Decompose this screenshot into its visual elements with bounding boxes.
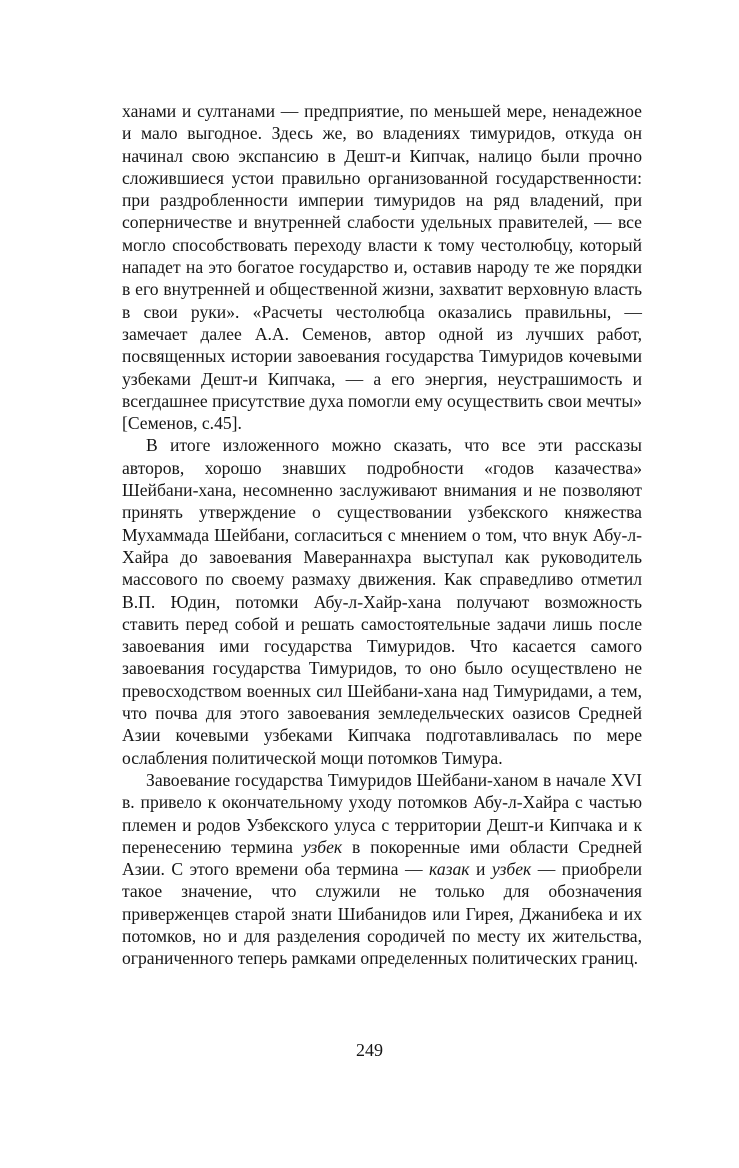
paragraph-3-text-c: и <box>469 859 492 880</box>
paragraph-3-text-b: в покоренные ими области Средней Азии. С этого времени оба термина — <box>122 836 642 880</box>
paragraph-1 <box>122 100 642 434</box>
paragraph-3-text-a: Завоевание государства Тимуридов Шейбани-ханом в начале XVI в. привело к окончательному уходу потомков Абу-л-Хайра с частью племен и родов Узбекского улуса с территории Дешт-и Кипчака и к перенесению термина <box>122 769 642 857</box>
paragraph-3-text-d: — приобрели такое значение, что служили не только для обозначения приверженцев старой знати Шибанидов или Гирея, Джанибека и их потомков, но и для разделения сородичей по месту их жительства, ограниченного теперь рамками определенных политических границ. <box>122 859 642 969</box>
page-number: 249 <box>356 1040 383 1060</box>
paragraph-3 <box>122 769 642 970</box>
term-uzbek: узбек <box>302 836 343 857</box>
term-uzbek-2: узбек <box>491 859 532 880</box>
paragraph-2 <box>122 434 642 768</box>
paragraph-1-text: ханами и султанами — предприятие, по меньшей мере, ненадежное и мало выгодное. Здесь же, во владениях тимуридов, откуда он начинал свою экспансию в Дешт-и Кипчак, налицо были прочно сложившиеся устои правильно организованной государственности: при раздробленности империи тимуридов на ряд владений, при соперничестве и внутренней слабости удельных правителей, — все могло способствовать переходу власти к тому честолюбцу, который нападет на это богатое государство и, оставив народу те же порядки в его внутренней и общественной жизни, захватит верховную власть в свои руки». «Расчеты честолюбца оказались правильны, — замечает далее А.А. Семенов, автор одной из лучших работ, посвященных истории завоевания государства Тимуридов кочевыми узбеками Дешт-и Кипчака, — а его энергия, неустрашимость и всегдашнее присутствие духа помогли ему осуществить свои мечты» [Семенов, с.45]. <box>122 101 642 434</box>
page-body <box>122 100 642 970</box>
paragraph-2-text: В итоге изложенного можно сказать, что все эти рассказы авторов, хорошо знавших подробности «годов казачества» Шейбани-хана, несомненно заслуживают внимания и не позволяют принять утверждение о существовании узбекского княжества Мухаммада Шейбани, согласиться с мнением о том, что внук Абу-л-Хайра до завоевания Мавераннахра выступал как руководитель массового по своему размаху движения. Как справедливо отметил В.П. Юдин, потомки Абу-л-Хайр-хана получают возможность ставить перед собой и решать самостоятельные задачи лишь после завоевания ими государства Тимуридов. Что касается самого завоевания государства Тимуридов, то оно было осуществлено не превосходством военных сил Шейбани-хана над Тимуридами, а тем, что почва для этого завоевания земледельческих оазисов Средней Азии кочевыми узбеками Кипчака подготавливалась по мере ослабления политической мощи потомков Тимура. <box>122 435 642 768</box>
term-kazak: казак <box>429 859 470 880</box>
